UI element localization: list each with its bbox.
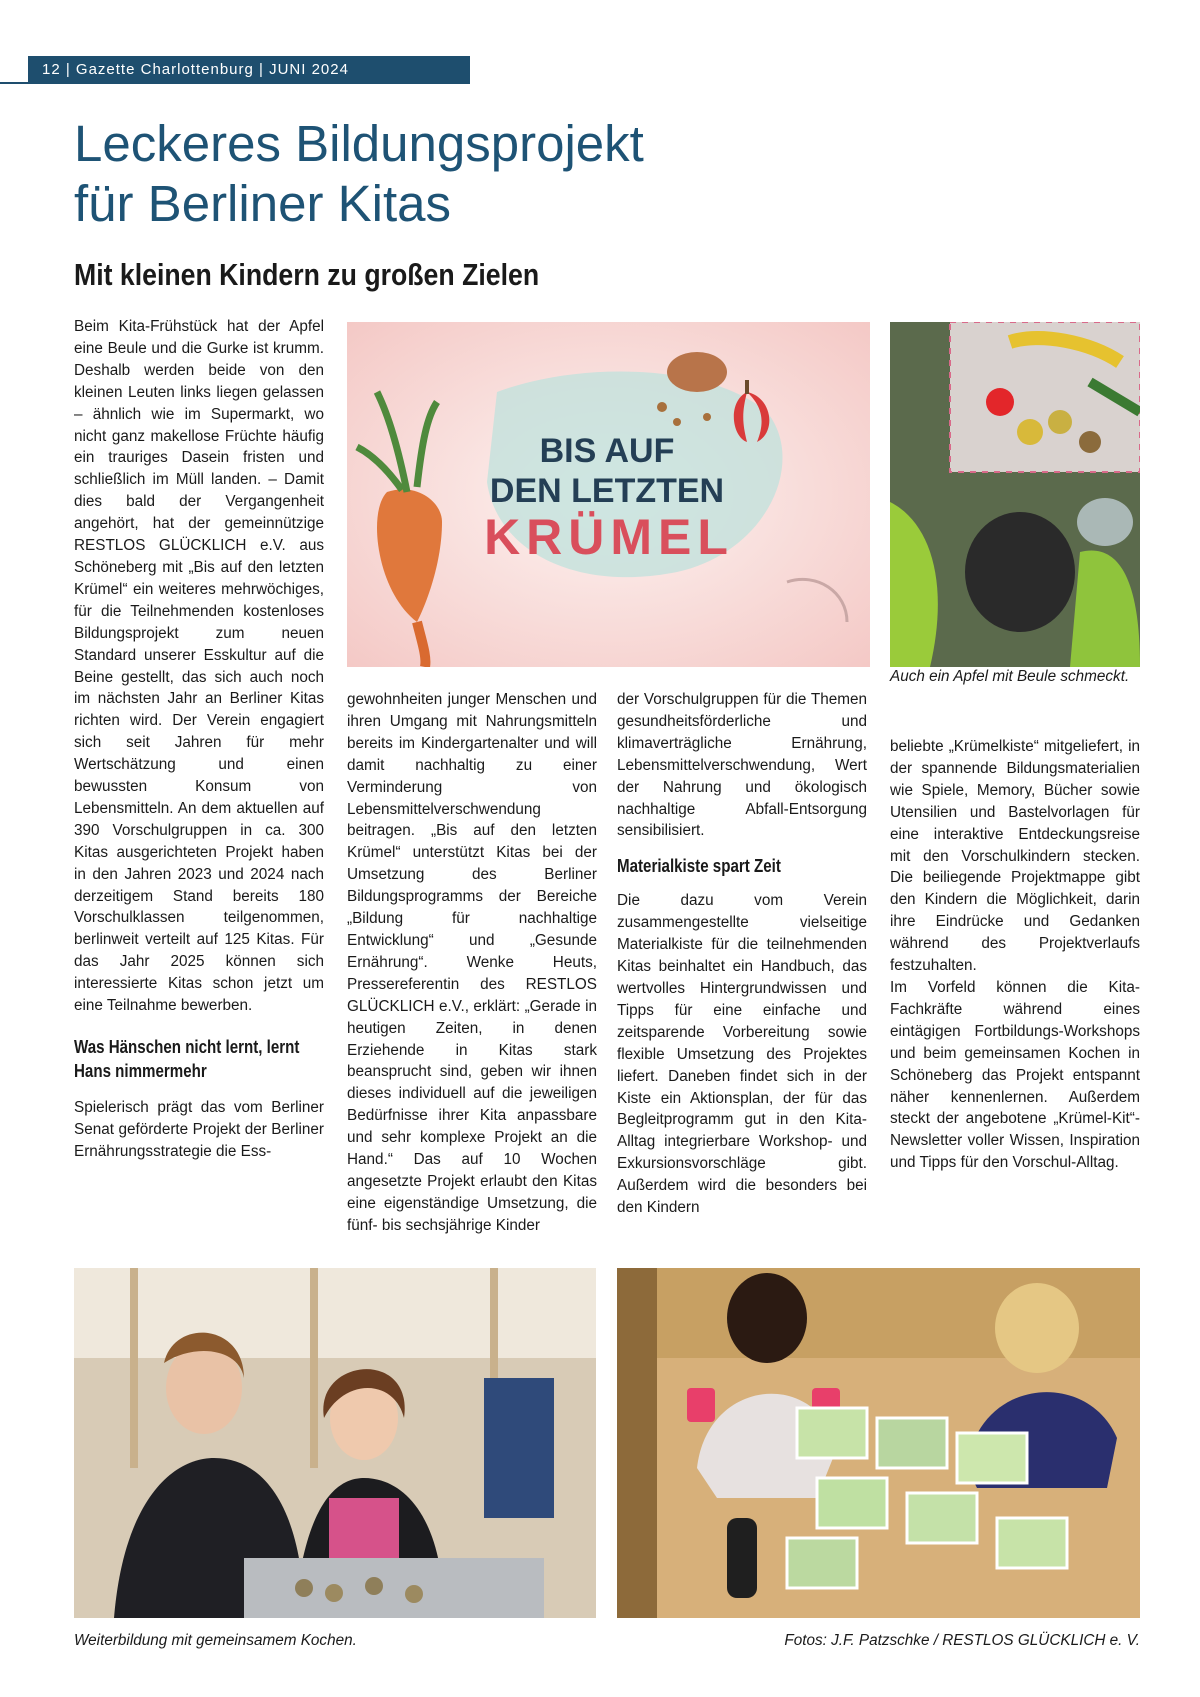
article-subtitle: Mit kleinen Kindern zu großen Zielen (74, 257, 540, 292)
kids-photo-illustration (617, 1268, 1140, 1618)
child-head-icon (965, 512, 1075, 632)
paragraph: Beim Kita-Frühstück hat der Apfel eine Beule und die Gurke ist krumm. Deshalb werden beide von den kleinen Leuten links liegen gelassen – ähnlich wie im Supermarkt, wo nicht ganz makellose Früchte häufig ein trauriges Dasein fristen und schließlich im Müll landen. – Damit dies bald der Vergangenheit angehört, hat der gemeinnützige RESTLOS GLÜCKLICH e.V. aus Schöneberg mit „Bis auf den letzten Krümel“ ein weiteres mehrwöchiges, für die Teilnehmenden kostenloses Bildungsprojekt zum neuen Standard unserer Esskultur auf die Beine gestellt, das sich auch noch im nächsten Jahr an Berliner Kitas richten wird. Der Verein engagiert sich seit Jahren für mehr Wertschätzung und einen bewussten Konsum von Lebensmitteln. An dem aktuellen auf 390 Vorschulgruppen in ca. 300 Kitas ausgerichteten Projekt haben in den Jahren 2023 und 2024 nach derzeitigem Stand bereits 180 Vorschulklassen teilgenommen, berlinweit verteilt auf 125 Kitas. Für das Jahr 2025 können sich interessierte Kitas schon jetzt um eine Teilnahme bewerben. (74, 318, 324, 1015)
project-poster-image (347, 322, 870, 667)
crumb-icon (703, 413, 711, 421)
section-heading: Materialkiste spart Zeit (617, 856, 781, 877)
cooking-workshop-photo (74, 1268, 596, 1618)
paragraph: Spielerisch prägt das vom Berliner Senat geförderte Projekt der Berliner Ernährungsstrategie die Ess- (74, 1099, 324, 1160)
paragraph: Im Vorfeld können die Kita-Fachkräfte während eines eintägigen Fortbildungs-Workshops und beim gemeinsamen Kochen in Schöneberg das Projekt entspannt näher kennenlernen. Außerdem steckt der angebotene „Krümel-Kit“-Newsletter voller Wissen, Inspiration und Tipps für den Vorschul-Alltag. (890, 978, 1140, 1172)
fruit-table-photo (890, 322, 1140, 667)
section-heading: Was Hänschen nicht lernt, lernt Hans nimmermehr (74, 1037, 300, 1081)
kitchen-photo-caption: Weiterbildung mit gemeinsamem Kochen. (74, 1632, 357, 1649)
title-line-2: für Berliner Kitas (74, 175, 451, 232)
text-column-3 (617, 689, 867, 1219)
fruit-photo-caption: Auch ein Apfel mit Beule schmeckt. (890, 668, 1130, 685)
poster-line-3: KRÜMEL (484, 509, 734, 565)
child-head-icon (727, 1273, 807, 1363)
text-column-4 (890, 736, 1140, 1174)
poster-line-2: DEN LETZTEN (489, 472, 725, 510)
crumb-icon (673, 418, 681, 426)
paragraph: gewohnheiten junger Menschen und ihren Umgang mit Nahrungsmitteln bereits im Kindergartenalter und will damit nachhaltig zu einer Verminderung von Lebensmittelverschwendung beitragen. „Bis auf den letzten Krümel“ unterstützt Kitas bei der Umsetzung des Berliner Bildungsprogramms der Bereiche „Bildung für nachhaltige Entwicklung“ und „Gesunde Ernährung“. Wenke Heuts, Pressereferentin des RESTLOS GLÜCKLICH e.V., erklärt: „Gerade in heutigen Zeiten, in denen Erziehende in Kitas stark beansprucht sind, geben wir ihnen dieses individuell auf die jeweiligen Bedürfnisse ihrer Kita anpassbare und sehr komplexe Projekt an die Hand.“ Das auf 10 Wochen angesetzte Projekt erlaubt den Kitas eine eigenständige Umsetzung, die fünf- bis sechsjährige Kinder (347, 691, 597, 1234)
kids-memory-game-photo (617, 1268, 1140, 1618)
text-column-2 (347, 689, 597, 1237)
article-title (74, 114, 974, 234)
text-column-1 (74, 316, 324, 1163)
child-head-icon (995, 1283, 1079, 1373)
header-rule (0, 82, 470, 84)
poster-line-1: BIS AUF (539, 432, 675, 470)
crumb-icon (657, 402, 667, 412)
fruit-photo-illustration (890, 322, 1140, 667)
paragraph: beliebte „Krümelkiste“ mitgeliefert, in der spannende Bildungsmaterialien wie Spiele, Memory, Bücher sowie Utensilien und Bastelvorlagen für eine interaktive Entdeckungsreise mit den Vorschulkindern stecken. Die beiliegende Projektmappe gibt den Kindern die Möglichkeit, darin ihre Eindrücke und Gedanken während des Projektverlaufs festzuhalten. (890, 738, 1140, 975)
poster-illustration (347, 322, 870, 667)
photo-credits: Fotos: J.F. Patzschke / RESTLOS GLÜCKLICH e. V. (784, 1632, 1140, 1649)
paragraph: der Vorschulgruppen für die Themen gesundheitsförderliche und klimaverträgliche Ernährung, Lebensmittelverschwendung, Wert der Nahrung und ökologisch nachhaltige Abfall-Entsorgung sensibilisiert. (617, 691, 867, 840)
page-header-bar (28, 56, 470, 83)
page-label: 12 | Gazette Charlottenburg | JUNI 2024 (42, 61, 349, 78)
bread-icon (667, 352, 727, 392)
kitchen-photo-illustration (74, 1268, 596, 1618)
paragraph: Die dazu vom Verein zusammengestellte vielseitige Materialkiste für die teilnehmenden Kitas beinhaltet ein Handbuch, das wertvolles Hintergrundwissen und Tipps für eine einfache und zeitsparende Vorbereitung sowie flexible Umsetzung des Projektes liefert. Daneben findet sich in der Kiste ein Aktionsplan, der für das Begleitprogramm gut in den Kita-Alltag integrierbare Workshop- und Exkursionsvorschläge gibt. Außerdem wird die besonders bei den Kindern (617, 892, 867, 1217)
title-line-1: Leckeres Bildungsprojekt (74, 115, 644, 172)
